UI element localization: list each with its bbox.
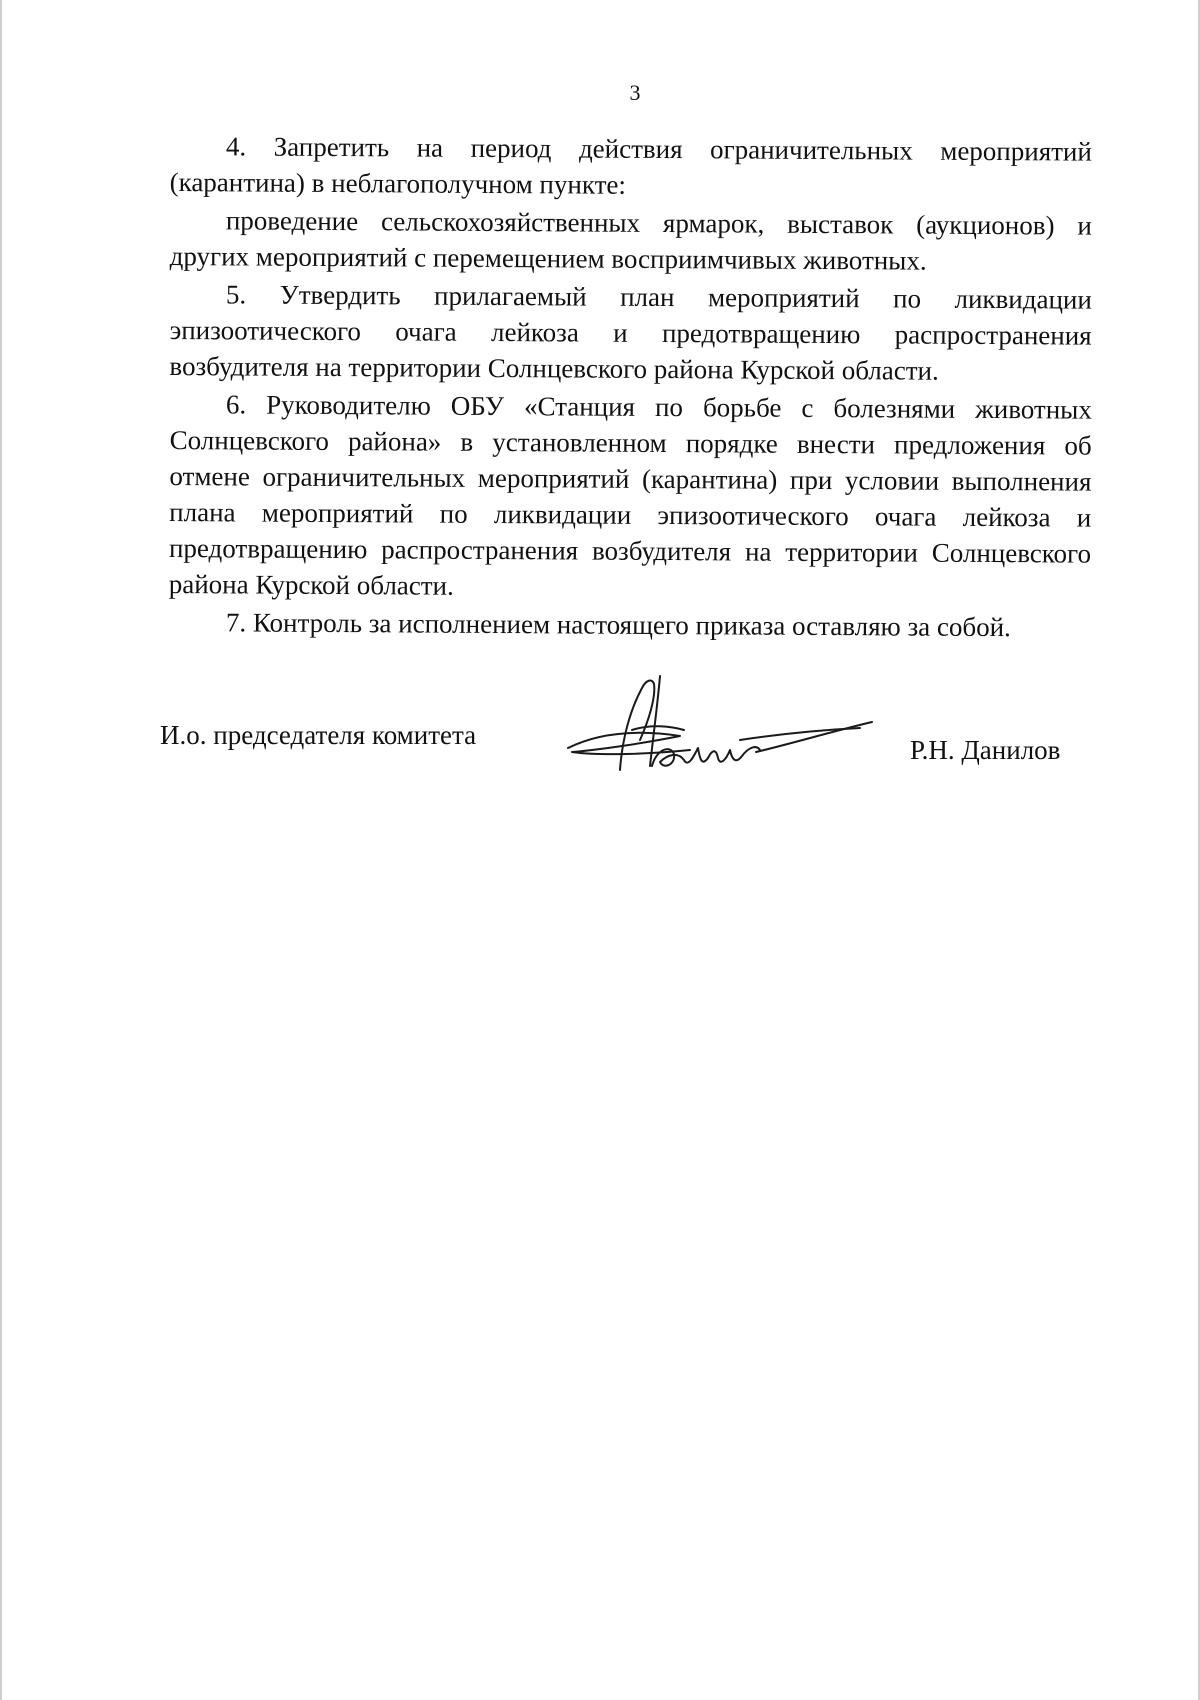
scan-edge-left: [0, 0, 2, 1700]
paragraph-item-4: 4. Запретить на период действия ограничительных мероприятий (карантина) в неблагополучном пункте:: [169, 131, 1092, 200]
signer-title: И.о. председателя комитета: [160, 720, 477, 750]
page-number: 3: [629, 80, 641, 105]
paragraph-item-7: 7. Контроль за исполнением настоящего приказа оставляю за собой.: [225, 607, 1011, 643]
document-body: [170, 128, 1092, 642]
signature-block: [0, 670, 1200, 790]
paragraph-item-4-detail: проведение сельскохозяйственных ярмарок, выставок (аукционов) и других мероприятий с перемещением восприимчивых животных.: [169, 205, 1092, 276]
paragraph-item-5: 5. Утвердить прилагаемый план мероприятий по ликвидации эпизоотического очага лейкоза и предотвращению распространения возбудителя на территории Солнцевского района Курской области.: [169, 279, 1092, 386]
paragraph-item-6: 6. Руководителю ОБУ «Станция по борьбе с болезнями животных Солнцевского района» в установленном порядке внести предложения об отмене ограничительных мероприятий (карантина) при условии выполнения плана мероприятий по ликвидации эпизоотического очага лейкоза и предотвращению распространения возбудителя на территории Солнцевского района Курской области.: [168, 389, 1092, 601]
handwritten-signature: [560, 670, 880, 780]
signer-name: Р.Н. Данилов: [910, 735, 1061, 765]
